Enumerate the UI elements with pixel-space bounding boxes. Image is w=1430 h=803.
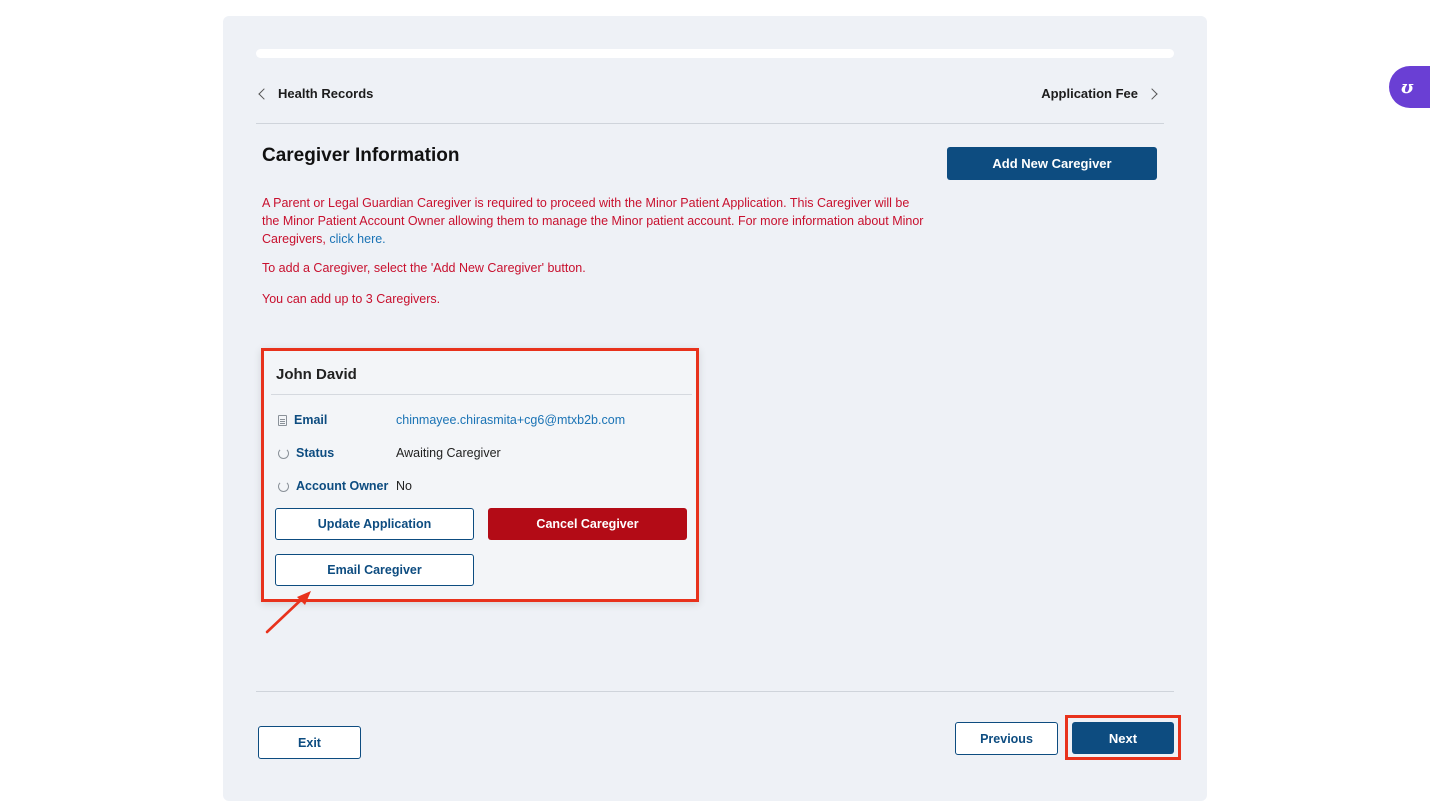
nav-next-label: Application Fee: [1041, 86, 1138, 101]
account-owner-label-text: Account Owner: [296, 479, 389, 493]
notice-limit: You can add up to 3 Caregivers.: [262, 292, 441, 306]
caregiver-card: [261, 348, 699, 602]
notice-instruction: To add a Caregiver, select the 'Add New Caregiver' button.: [262, 261, 586, 275]
loading-icon: [278, 448, 289, 459]
status-label: [278, 446, 396, 460]
add-new-caregiver-button[interactable]: Add New Caregiver: [947, 147, 1157, 180]
cancel-caregiver-button[interactable]: Cancel Caregiver: [488, 508, 687, 540]
assistant-icon: ʊ: [1401, 76, 1414, 98]
click-here-link[interactable]: click here.: [329, 232, 386, 246]
update-application-button[interactable]: Update Application: [275, 508, 474, 540]
previous-button[interactable]: Previous: [955, 722, 1058, 755]
nav-previous-step[interactable]: [257, 86, 373, 101]
loading-icon: [278, 481, 289, 492]
email-label: [278, 413, 396, 427]
annotation-arrow: [263, 590, 323, 640]
status-label-text: Status: [296, 446, 335, 460]
next-button[interactable]: Next: [1072, 722, 1174, 754]
notice-text: A Parent or Legal Guardian Caregiver is required to proceed with the Minor Patient Application. This Caregiver will be the Minor Patient Account Owner allowing them to manage the Minor patient account. For more information about Minor Caregivers,: [262, 196, 924, 246]
email-value: chinmayee.chirasmita+cg6@mtxb2b.com: [396, 413, 626, 427]
assistant-widget[interactable]: [1389, 66, 1430, 108]
status-row: [278, 446, 501, 460]
document-icon: [278, 415, 287, 426]
chevron-right-icon: [1146, 88, 1157, 99]
nav-next-step[interactable]: [1041, 86, 1159, 101]
account-owner-label: [278, 479, 396, 493]
email-row: [278, 413, 625, 427]
application-panel: [223, 16, 1207, 801]
chevron-left-icon: [258, 88, 269, 99]
nav-previous-label: Health Records: [278, 86, 374, 101]
next-highlight: [1065, 715, 1181, 760]
footer-divider: [256, 691, 1174, 692]
caregiver-notice: [262, 194, 927, 248]
progress-bar: [256, 49, 1174, 58]
account-owner-row: [278, 479, 412, 493]
email-label-text: Email: [294, 413, 328, 427]
card-divider: [271, 394, 692, 395]
account-owner-value: No: [396, 479, 412, 493]
page-title: Caregiver Information: [262, 145, 460, 166]
exit-button[interactable]: Exit: [258, 726, 361, 759]
divider: [256, 123, 1164, 124]
caregiver-name: John David: [276, 366, 357, 383]
email-caregiver-button[interactable]: Email Caregiver: [275, 554, 474, 586]
status-value: Awaiting Caregiver: [396, 446, 501, 460]
